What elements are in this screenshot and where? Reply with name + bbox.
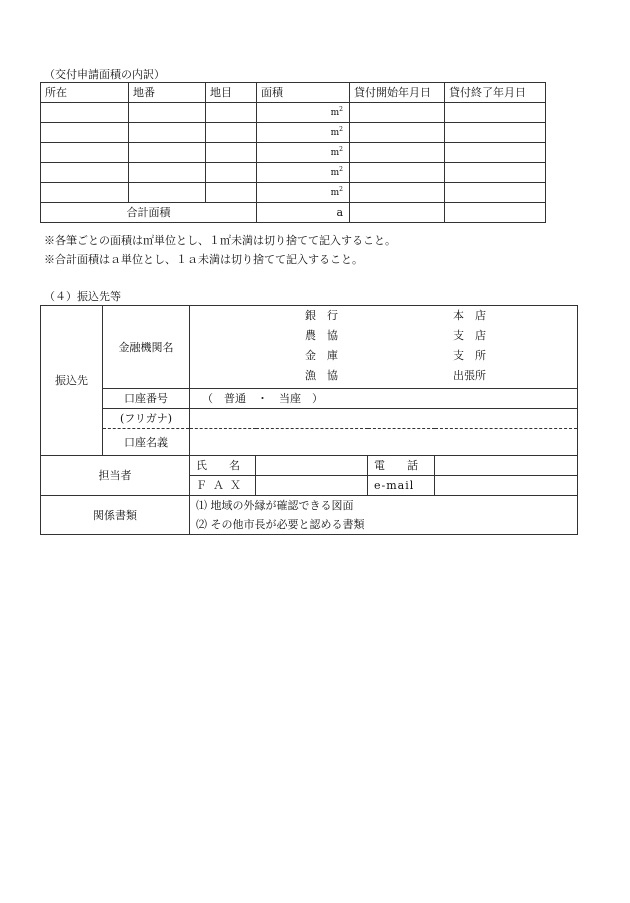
table-row (41, 163, 546, 183)
total-area-cell[interactable] (257, 203, 350, 223)
contact-label: 担当者 (41, 456, 190, 496)
branch-type-branch: 支 店 (453, 329, 486, 342)
transfer-title: （４）振込先等 (44, 290, 121, 303)
payee-label: 振込先 (41, 306, 103, 456)
lot-number-cell[interactable] (129, 143, 206, 163)
land-category-cell[interactable] (206, 163, 257, 183)
institution-label: 金融機関名 (103, 306, 190, 389)
table-row (41, 143, 546, 163)
phone-cell[interactable] (435, 456, 578, 476)
institution-type-gyokyo: 漁 協 (305, 369, 338, 382)
area-cell[interactable] (257, 123, 350, 143)
area-breakdown-table (40, 82, 546, 223)
table-row (41, 123, 546, 143)
total-blank-cell (445, 203, 546, 223)
sqm-unit: $m^2$ (330, 186, 343, 198)
land-category-cell[interactable] (206, 183, 257, 203)
lease-end-cell[interactable] (445, 123, 546, 143)
email-label: e-mail (368, 476, 435, 496)
total-blank-cell (350, 203, 445, 223)
branch-type-sub: 支 所 (453, 349, 486, 362)
institution-type-ja: 農 協 (305, 329, 338, 342)
name-cell[interactable] (256, 456, 368, 476)
lease-end-cell[interactable] (445, 143, 546, 163)
location-cell[interactable] (41, 183, 129, 203)
area-cell[interactable] (257, 103, 350, 123)
total-row (41, 203, 546, 223)
fax-cell[interactable] (256, 476, 368, 496)
lease-start-cell[interactable] (350, 103, 445, 123)
institution-type-kinko: 金 庫 (305, 349, 338, 362)
lease-start-cell[interactable] (350, 143, 445, 163)
document-item-other: ⑵ その他市長が必要と認める書類 (196, 518, 365, 531)
are-unit: a (336, 205, 343, 219)
lease-end-cell[interactable] (445, 183, 546, 203)
location-cell[interactable] (41, 103, 129, 123)
header-lease-start: 貸付開始年月日 (350, 83, 445, 103)
header-land-category: 地目 (206, 83, 257, 103)
sqm-unit: $m^2$ (330, 106, 343, 118)
table-row (41, 103, 546, 123)
area-cell[interactable] (257, 163, 350, 183)
sqm-unit: $m^2$ (330, 166, 343, 178)
document-item-boundary-map: ⑴ 地域の外縁が確認できる図面 (196, 499, 354, 512)
location-cell[interactable] (41, 123, 129, 143)
institution-cell[interactable] (190, 306, 578, 389)
sqm-unit: $m^2$ (330, 126, 343, 138)
header-area: 面積 (257, 83, 350, 103)
account-number-cell[interactable] (190, 389, 578, 409)
area-cell[interactable] (257, 143, 350, 163)
lease-end-cell[interactable] (445, 103, 546, 123)
header-lot-number: 地番 (129, 83, 206, 103)
account-holder-label: 口座名義 (103, 429, 190, 456)
location-cell[interactable] (41, 143, 129, 163)
total-area-label: 合計面積 (41, 203, 257, 223)
area-cell[interactable] (257, 183, 350, 203)
table-header-row (41, 83, 546, 103)
header-lease-end: 貸付終了年月日 (445, 83, 546, 103)
location-cell[interactable] (41, 163, 129, 183)
branch-type-office: 出張所 (453, 369, 486, 382)
lot-number-cell[interactable] (129, 103, 206, 123)
lease-end-cell[interactable] (445, 163, 546, 183)
fax-label: ＦＡＸ (190, 476, 256, 496)
furigana-label: (フリガナ) (103, 409, 190, 429)
header-location: 所在 (41, 83, 129, 103)
phone-label: 電 話 (368, 456, 435, 476)
lot-number-cell[interactable] (129, 123, 206, 143)
documents-label: 関係書類 (41, 496, 190, 535)
note-parcel-area: ※各筆ごとの面積は㎡単位とし、１㎡未満は切り捨てて記入すること。 (44, 234, 396, 247)
documents-cell (190, 496, 578, 535)
name-label: 氏 名 (190, 456, 256, 476)
breakdown-title: （交付申請面積の内訳） (44, 68, 165, 81)
land-category-cell[interactable] (206, 123, 257, 143)
note-total-area: ※合計面積はａ単位とし、１ａ未満は切り捨てて記入すること。 (44, 253, 363, 266)
account-holder-cell[interactable] (190, 429, 578, 456)
lease-start-cell[interactable] (350, 123, 445, 143)
institution-type-bank: 銀 行 (305, 309, 338, 322)
email-cell[interactable] (435, 476, 578, 496)
furigana-cell[interactable] (190, 409, 578, 429)
lot-number-cell[interactable] (129, 163, 206, 183)
lot-number-cell[interactable] (129, 183, 206, 203)
institution-options (190, 306, 577, 388)
land-category-cell[interactable] (206, 103, 257, 123)
branch-type-head: 本 店 (453, 309, 486, 322)
land-category-cell[interactable] (206, 143, 257, 163)
lease-start-cell[interactable] (350, 163, 445, 183)
account-type-options: （ 普通 ・ 当座 ） (202, 392, 323, 405)
account-number-label: 口座番号 (103, 389, 190, 409)
lease-start-cell[interactable] (350, 183, 445, 203)
transfer-table (40, 305, 578, 535)
sqm-unit: $m^2$ (330, 146, 343, 158)
table-row (41, 183, 546, 203)
